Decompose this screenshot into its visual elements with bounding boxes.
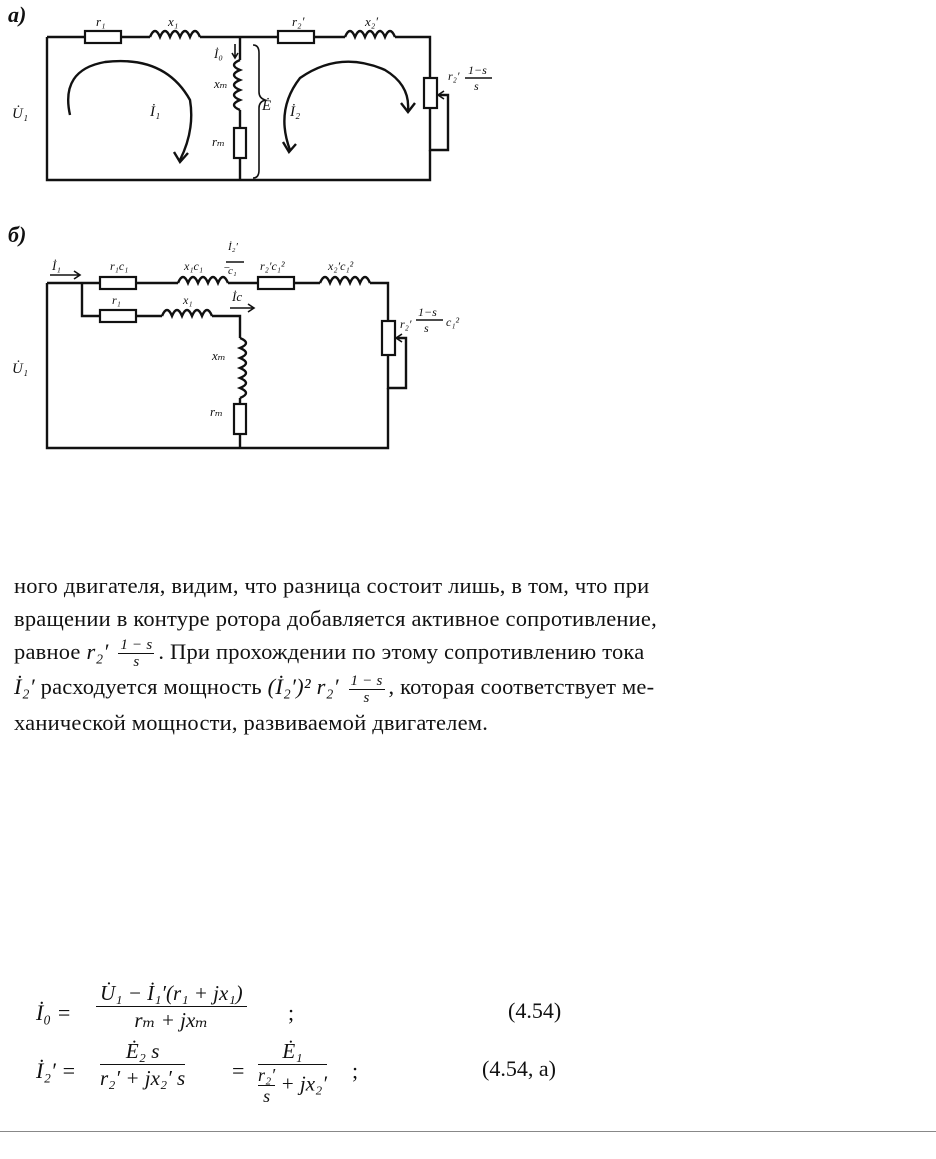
equation-2-lhs: İ₂′ = [36,1058,77,1083]
paragraph-line-4: İ₂′ расходуется мощность (İ₂′)² r₂′ $\frac{1 - s}{s}$ , которая соответствует ме- [14,672,655,706]
inductor-xm [234,60,240,110]
equation-1-number: (4.54) [508,998,562,1023]
label-r2c: r₂′c₁² [260,259,285,273]
resistor-r2 [278,31,314,43]
inline-i2: İ₂′ [14,674,35,700]
label-load-r: r₂′ [448,69,460,83]
label-i2frac-den: c₁ [228,265,237,277]
resistor-rm [234,128,246,158]
label-rm: rₘ [212,134,226,149]
label-xm: xₘ [214,76,228,91]
resistor-load-b [382,321,395,355]
resistor-r1-b [100,310,136,322]
label-I1-b: İ₁ [52,258,61,273]
equation-2-fraction-1: Ė₂ s r₂′ + jx₂′ s [100,1039,186,1090]
label-r1c1: r₁c₁ [110,259,129,273]
label-I2: İ₂ [290,104,301,120]
label-load-num-b: 1−s [418,305,437,319]
equation-1-fraction: U̇₁ − İ₁′(r₁ + jx₁) rₘ + jxₘ [96,980,247,1033]
equation-2-equals: = [232,1058,245,1083]
resistor-r1c1 [100,277,136,289]
label-i2frac-num: İ₂′ [228,241,238,253]
label-load-r-b: r₂′ [400,317,412,331]
label-x2p: x₂′ [365,14,379,29]
inductor-x2c [320,277,370,283]
resistor-load [424,78,437,108]
paragraph-line-1: ного двигателя, видим, что разница состоит лишь, в том, что при [14,573,650,598]
label-U1-b: U̇₁ [12,361,29,377]
label-E: Ė [262,98,272,114]
equation-1-end: ; [288,1000,295,1025]
body-paragraph [14,569,804,739]
inductor-x1 [150,31,200,37]
label-load-c-b: c₁² [446,315,460,329]
label-I1: İ₁ [150,104,161,120]
inductor-x2 [345,31,395,37]
label-r1: r₁ [96,14,106,29]
inline-fraction-1: $\frac{1 - s}{s}$ [120,637,153,671]
circuit-diagram-b [0,228,520,458]
equation-2-fraction-2: Ė₁ $\frac{\text{r₂′}}{s}$ + jx₂′ [258,1039,327,1106]
label-load-den: s [474,79,479,93]
label-Ic: İc [232,289,243,304]
label-rm-b: rₘ [210,404,224,419]
inductor-xm-b [240,338,246,398]
label-xm-b: xₘ [212,348,226,363]
label-load-den-b: s [424,321,429,335]
inline-r2: r₂′ [86,639,109,664]
equation-2-number: (4.54, а) [482,1056,556,1081]
resistor-r1 [85,31,121,43]
inductor-x1c1 [178,277,228,283]
resistor-r2c [258,277,294,289]
inline-fraction-2: $\frac{1 - s}{s}$ [350,672,383,706]
figure-label-b: б) [8,222,27,247]
label-I0: İ₀ [214,46,223,61]
resistor-rm-b [234,404,246,434]
circuit-diagram-a [0,0,520,200]
label-x2c: x₂′c₁² [328,259,354,273]
paragraph-line-3: равное r₂′ $\frac{1 - s}{s}$ . При прохождении по этому сопротивлению тока [14,637,645,671]
label-r2p: r₂′ [292,14,305,29]
figure-label-a: а) [8,2,27,27]
label-x1-b: x₁ [183,293,193,307]
label-load-num: 1−s [468,63,487,77]
equation-1-lhs: İ₀ = [36,1000,72,1025]
svg-text:−: − [223,262,231,274]
paragraph-line-5: ханической мощности, развиваемой двигателем. [14,709,489,735]
paragraph-line-2: вращении в контуре ротора добавляется активное сопротивление, [14,606,657,631]
equation-2-end: ; [352,1058,359,1083]
inductor-x1-b [162,310,212,316]
label-x1c1: x₁c₁ [184,259,203,273]
page-bottom-divider [0,1131,936,1132]
label-x1: x₁ [168,14,179,29]
label-r1-b: r₁ [112,293,121,307]
inline-power-expr: (İ₂′)² r₂′ [267,674,339,700]
label-U1: U̇₁ [12,106,29,122]
